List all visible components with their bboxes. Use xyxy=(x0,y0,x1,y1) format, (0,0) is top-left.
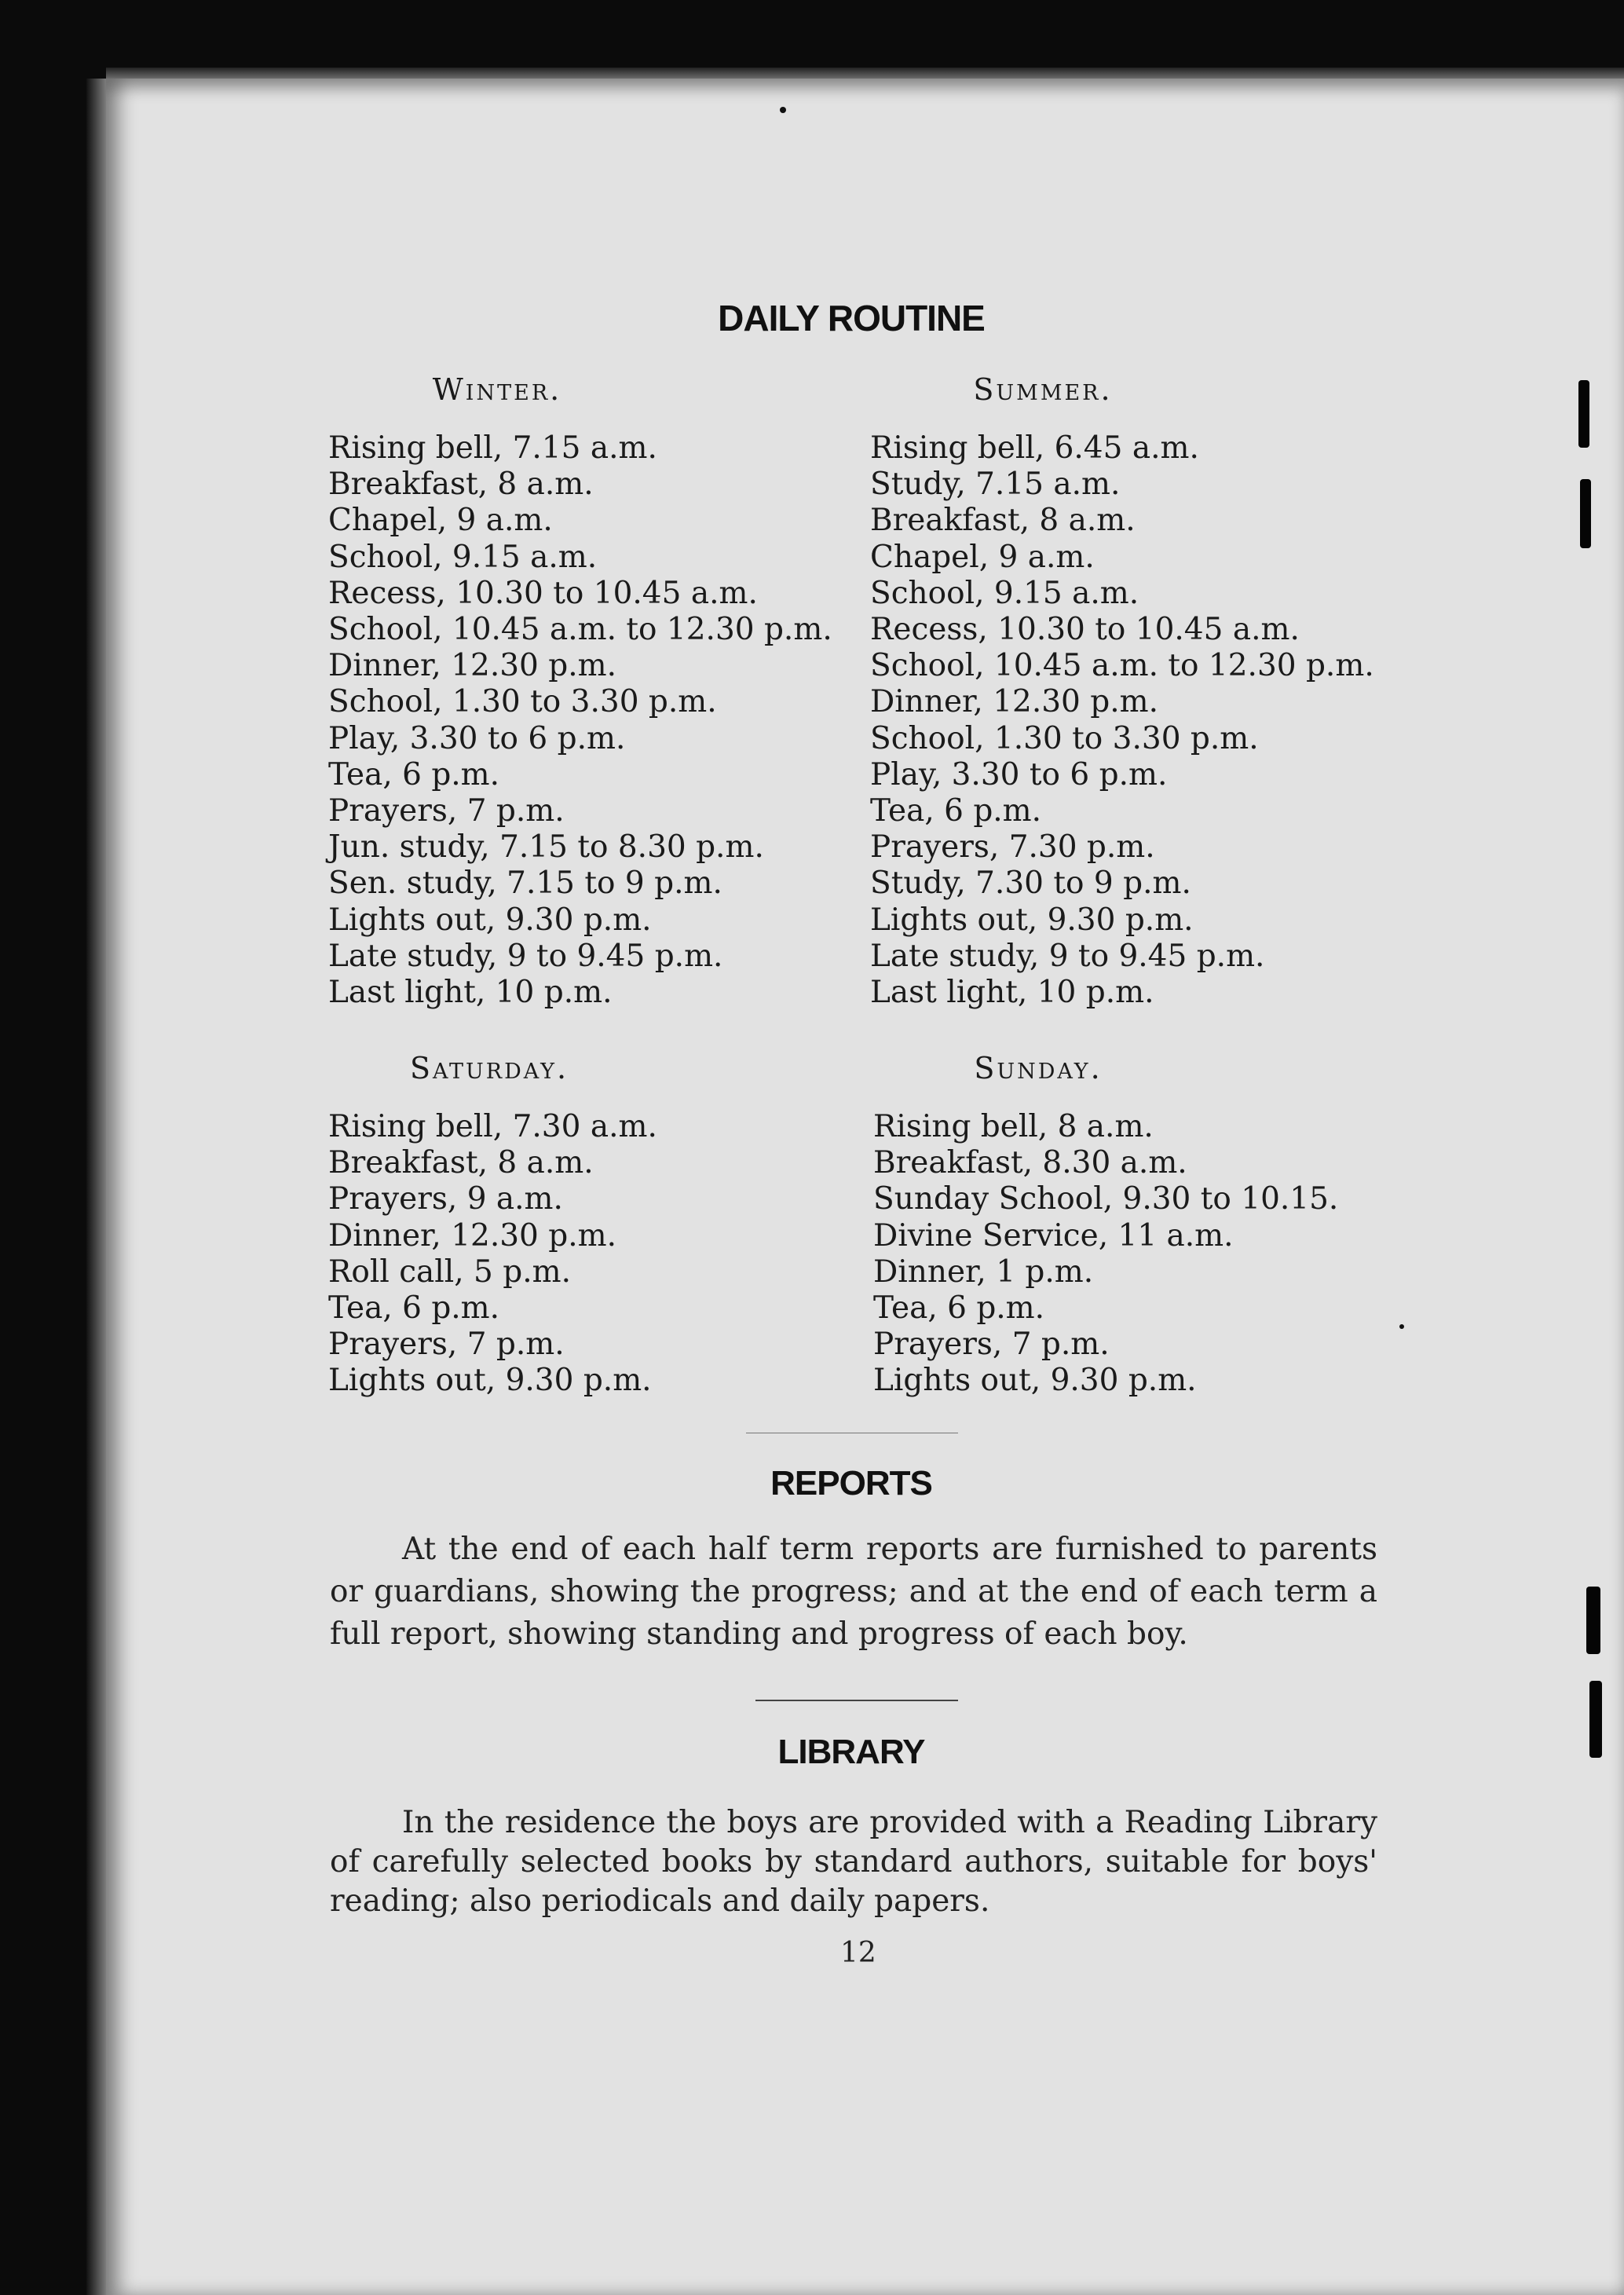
list-item: Play, 3.30 to 6 p.m. xyxy=(328,720,626,756)
binding-mark xyxy=(1578,380,1589,448)
list-item: Rising bell, 8 a.m. xyxy=(873,1109,1154,1144)
list-item: Late study, 9 to 9.45 p.m. xyxy=(328,938,723,974)
list-item: Tea, 6 p.m. xyxy=(873,1290,1045,1327)
list-item: Lights out, 9.30 p.m. xyxy=(328,902,652,938)
sunday-heading: Sunday. xyxy=(974,1051,1103,1085)
saturday-column xyxy=(328,1051,823,1400)
daily-routine-title: DAILY ROUTINE xyxy=(718,298,985,339)
list-item: Tea, 6 p.m. xyxy=(328,756,500,792)
sunday-column xyxy=(873,1051,1407,1400)
list-item: Tea, 6 p.m. xyxy=(870,793,1042,829)
list-item: Prayers, 7 p.m. xyxy=(873,1327,1110,1363)
list-item: Breakfast, 8 a.m. xyxy=(328,467,594,503)
list-item: School, 9.15 a.m. xyxy=(328,539,598,575)
list-item: Divine Service, 11 a.m. xyxy=(873,1217,1234,1254)
list-item: Tea, 6 p.m. xyxy=(328,1290,500,1327)
list-item: Lights out, 9.30 p.m. xyxy=(873,1363,1197,1399)
page-edge-top xyxy=(106,68,1624,79)
list-item: Rising bell, 7.30 a.m. xyxy=(328,1109,657,1144)
list-item: School, 10.45 a.m. to 12.30 p.m. xyxy=(328,612,832,648)
list-item: School, 1.30 to 3.30 p.m. xyxy=(328,684,717,720)
list-item: Rising bell, 6.45 a.m. xyxy=(870,430,1199,466)
summer-column xyxy=(870,372,1404,1011)
saturday-schedule xyxy=(328,1109,823,1400)
list-item: Chapel, 9 a.m. xyxy=(870,539,1095,575)
winter-heading: Winter. xyxy=(432,372,562,407)
list-item: School, 10.45 a.m. to 12.30 p.m. xyxy=(870,648,1374,684)
reports-paragraph: At the end of each half term reports are furnished to parents or guardians, showing the progress; and at the end of each term a full report, showing standing and progress of each boy. xyxy=(330,1532,1377,1652)
list-item: Prayers, 7 p.m. xyxy=(328,793,565,829)
scan-speck xyxy=(780,107,786,113)
list-item: Prayers, 7 p.m. xyxy=(328,1327,565,1363)
list-item: Lights out, 9.30 p.m. xyxy=(328,1363,652,1399)
list-item: Dinner, 1 p.m. xyxy=(873,1254,1094,1290)
sunday-schedule xyxy=(873,1109,1407,1400)
list-item: Late study, 9 to 9.45 p.m. xyxy=(870,938,1265,974)
page-number: 12 xyxy=(840,1937,876,1969)
reports-title: REPORTS xyxy=(770,1464,932,1503)
list-item: Breakfast, 8 a.m. xyxy=(328,1145,594,1181)
list-item: Roll call, 5 p.m. xyxy=(328,1254,571,1290)
list-item: Dinner, 12.30 p.m. xyxy=(328,648,616,684)
list-item: Dinner, 12.30 p.m. xyxy=(328,1217,616,1254)
list-item: Jun. study, 7.15 to 8.30 p.m. xyxy=(328,829,764,866)
list-item: Sen. study, 7.15 to 9 p.m. xyxy=(328,866,722,902)
list-item: Breakfast, 8 a.m. xyxy=(870,503,1136,539)
summer-heading: Summer. xyxy=(973,372,1113,407)
library-title: LIBRARY xyxy=(777,1733,925,1771)
winter-schedule xyxy=(328,430,832,1011)
list-item: Play, 3.30 to 6 p.m. xyxy=(870,756,1168,792)
list-item: Recess, 10.30 to 10.45 a.m. xyxy=(328,575,758,611)
list-item: Study, 7.15 a.m. xyxy=(870,467,1121,503)
list-item: Last light, 10 p.m. xyxy=(870,975,1154,1011)
page-edge-left xyxy=(86,79,106,2295)
list-item: Last light, 10 p.m. xyxy=(328,975,613,1011)
binding-mark xyxy=(1586,1587,1600,1654)
list-item: Recess, 10.30 to 10.45 a.m. xyxy=(870,612,1300,648)
binding-mark xyxy=(1580,479,1591,548)
list-item: Prayers, 9 a.m. xyxy=(328,1181,563,1217)
saturday-heading: Saturday. xyxy=(409,1051,569,1085)
section-divider xyxy=(755,1700,958,1701)
list-item: Chapel, 9 a.m. xyxy=(328,503,553,539)
list-item: Rising bell, 7.15 a.m. xyxy=(328,430,657,466)
list-item: School, 9.15 a.m. xyxy=(870,575,1139,611)
winter-column xyxy=(328,372,832,1011)
list-item: Study, 7.30 to 9 p.m. xyxy=(870,866,1191,902)
library-paragraph: In the residence the boys are provided with a Reading Library of carefully selected books by standard authors, suitable for boys' reading; also periodicals and daily papers. xyxy=(330,1805,1377,1919)
list-item: Prayers, 7.30 p.m. xyxy=(870,829,1155,866)
list-item: Dinner, 12.30 p.m. xyxy=(870,684,1158,720)
list-item: School, 1.30 to 3.30 p.m. xyxy=(870,720,1259,756)
list-item: Breakfast, 8.30 a.m. xyxy=(873,1145,1187,1181)
list-item: Sunday School, 9.30 to 10.15. xyxy=(873,1181,1339,1217)
summer-schedule xyxy=(870,430,1404,1011)
list-item: Lights out, 9.30 p.m. xyxy=(870,902,1194,938)
